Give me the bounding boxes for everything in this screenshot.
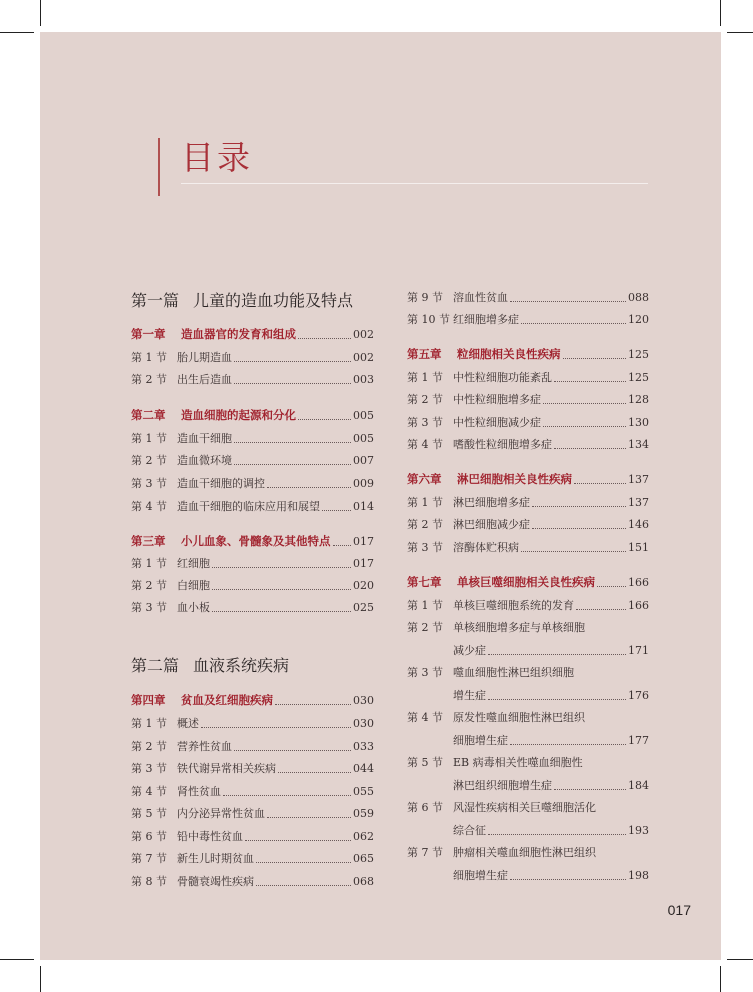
section-entry[interactable] [131,848,374,868]
crop-mark [40,0,41,26]
page-ref: 044 [353,761,374,775]
section-title: 造血干细胞的临床应用和展望 [177,500,320,513]
section-title: 造血微环境 [177,454,232,467]
leader-dots [554,439,626,449]
section-entry[interactable] [407,797,649,817]
page-ref: 002 [353,327,374,341]
section-number: 第 5 节 [131,807,167,820]
crop-mark [0,959,34,960]
page-ref: 137 [628,472,649,486]
page-ref: 005 [353,408,374,422]
crop-mark [40,966,41,992]
chapter-number: 第七章 [407,575,442,589]
chapter-number: 第六章 [407,472,442,486]
chapter-title: 淋巴细胞相关良性疾病 [457,472,572,486]
section-entry-continued[interactable] [407,640,649,660]
leader-dots [554,372,626,382]
page-ref: 020 [353,578,374,592]
leader-dots [275,695,351,705]
leader-dots [543,417,626,427]
leader-dots [212,558,351,568]
leader-dots [510,735,626,745]
part-title: 儿童的造血功能及特点 [193,291,354,310]
section-title: 肾性贫血 [177,785,221,798]
section-title: 淋巴细胞减少症 [453,518,530,531]
page-ref: 171 [628,643,649,657]
section-title: 营养性贫血 [177,740,232,753]
leader-dots [234,352,351,362]
page-ref: 130 [628,415,649,429]
part-heading [131,653,289,676]
section-title: 溶酶体贮积病 [453,541,519,554]
section-entry[interactable] [407,514,649,534]
page-ref: 128 [628,392,649,406]
section-number: 第 2 节 [407,518,443,531]
section-number: 第 2 节 [407,621,443,634]
section-entry[interactable] [131,781,374,801]
section-entry[interactable] [131,758,374,778]
section-entry-continued[interactable] [407,865,649,885]
part-heading [131,288,353,311]
section-number: 第 5 节 [407,756,443,769]
leader-dots [521,314,626,324]
section-number: 第 3 节 [407,666,443,679]
section-number: 第 7 节 [131,852,167,865]
page-ref: 184 [628,778,649,792]
page-ref: 134 [628,437,649,451]
page-ref: 059 [353,806,374,820]
section-title: 肿瘤相关噬血细胞性淋巴组织 [453,846,596,859]
section-entry[interactable] [131,347,374,367]
leader-dots [234,741,351,751]
section-entry[interactable] [131,496,374,516]
leader-dots [574,474,626,484]
part-title: 血液系统疾病 [193,656,290,675]
section-number: 第 3 节 [407,541,443,554]
section-number: 第 3 节 [131,477,167,490]
leader-dots [212,602,351,612]
section-title: 内分泌异常性贫血 [177,807,265,820]
section-title: 嗜酸性粒细胞增多症 [453,438,552,451]
section-entry[interactable] [131,369,374,389]
section-number: 第 2 节 [131,740,167,753]
page-ref: 176 [628,688,649,702]
section-title: 造血干细胞 [177,432,232,445]
page-ref: 014 [353,499,374,513]
section-title: 概述 [177,717,199,730]
page-ref: 068 [353,874,374,888]
section-title: 中性粒细胞增多症 [453,393,541,406]
section-number: 第 3 节 [131,762,167,775]
leader-dots [322,501,351,511]
section-entry[interactable] [407,492,649,512]
section-title: 白细胞 [177,579,210,592]
section-entry[interactable] [131,803,374,823]
chapter-entry[interactable] [131,690,374,710]
part-label: 第一篇 [131,291,180,310]
leader-dots [597,577,626,587]
leader-dots [256,853,351,863]
section-entry[interactable] [131,428,374,448]
section-entry[interactable] [407,309,649,329]
section-entry[interactable] [131,473,374,493]
section-entry[interactable] [131,597,374,617]
section-number: 第 4 节 [131,500,167,513]
section-number: 第 1 节 [131,557,167,570]
section-title: 造血干细胞的调控 [177,477,265,490]
section-number: 第 2 节 [131,579,167,592]
leader-dots [234,455,351,465]
section-number: 第 6 节 [407,801,443,814]
crop-mark [727,32,753,33]
leader-dots [554,780,626,790]
page-ref: 062 [353,829,374,843]
page-ref: 193 [628,823,649,837]
section-number: 第 1 节 [131,717,167,730]
page-ref: 146 [628,517,649,531]
page-ref: 137 [628,495,649,509]
leader-dots [245,831,351,841]
section-number: 第 4 节 [407,711,443,724]
section-number: 第 1 节 [407,496,443,509]
chapter-title: 贫血及红细胞疾病 [181,693,273,707]
part-label: 第二篇 [131,656,180,675]
chapter-number: 第四章 [131,693,166,707]
section-title: 细胞增生症 [453,869,508,882]
page-ref: 025 [353,600,374,614]
page-ref: 125 [628,347,649,361]
section-entry-continued[interactable] [407,820,649,840]
leader-dots [267,808,351,818]
section-title: 淋巴细胞增多症 [453,496,530,509]
leader-dots [543,394,626,404]
page-ref: 033 [353,739,374,753]
leader-dots [532,519,626,529]
leader-dots [521,542,626,552]
section-number: 第 4 节 [407,438,443,451]
section-title: 中性粒细胞减少症 [453,416,541,429]
chapter-title: 粒细胞相关良性疾病 [457,347,561,361]
chapter-number: 第三章 [131,534,166,548]
leader-dots [563,349,627,359]
chapter-title: 造血器官的发育和组成 [181,327,296,341]
section-entry[interactable] [407,842,649,862]
page-ref: 151 [628,540,649,554]
section-title: 溶血性贫血 [453,291,508,304]
page-ref: 030 [353,716,374,730]
section-title: 铅中毒性贫血 [177,830,243,843]
section-entry[interactable] [407,537,649,557]
section-entry[interactable] [131,713,374,733]
page-ref: 177 [628,733,649,747]
page-ref: 002 [353,350,374,364]
section-entry[interactable] [131,871,374,891]
section-title: 新生儿时期贫血 [177,852,254,865]
section-entry[interactable] [407,367,649,387]
page-ref: 017 [353,534,374,548]
leader-dots [234,433,351,443]
page-ref: 007 [353,453,374,467]
section-entry-continued[interactable] [407,685,649,705]
section-title: 骨髓衰竭性疾病 [177,875,254,888]
section-title: 红细胞增多症 [453,313,519,326]
leader-dots [201,718,351,728]
page-ref: 120 [628,312,649,326]
section-number: 第 3 节 [407,416,443,429]
page-ref: 055 [353,784,374,798]
section-title: 原发性噬血细胞性淋巴组织 [453,711,585,724]
leader-dots [488,690,626,700]
section-title: 血小板 [177,601,210,614]
page-ref: 088 [628,290,649,304]
section-entry[interactable] [131,450,374,470]
leader-dots [510,292,626,302]
chapter-entry[interactable] [131,405,374,425]
chapter-title: 单核巨噬细胞相关良性疾病 [457,575,595,589]
leader-dots [488,645,626,655]
section-entry[interactable] [407,389,649,409]
section-title: 胎儿期造血 [177,351,232,364]
section-number: 第 2 节 [131,454,167,467]
page-ref: 065 [353,851,374,865]
section-title: 细胞增生症 [453,734,508,747]
section-entry[interactable] [407,752,649,772]
section-number: 第 1 节 [407,599,443,612]
section-number: 第 10 节 [407,313,450,326]
section-number: 第 2 节 [407,393,443,406]
section-entry[interactable] [407,412,649,432]
section-entry[interactable] [131,553,374,573]
section-number: 第 1 节 [407,371,443,384]
page-number: 017 [667,902,691,918]
chapter-title: 小儿血象、骨髓象及其他特点 [181,534,331,548]
leader-dots [223,786,351,796]
section-title: 单核巨噬细胞系统的发育 [453,599,574,612]
crop-mark [720,0,721,26]
section-title: 增生症 [453,689,486,702]
section-title: 红细胞 [177,557,210,570]
section-title: 出生后造血 [177,373,232,386]
leader-dots [298,329,351,339]
chapter-number: 第五章 [407,347,442,361]
chapter-entry[interactable] [407,469,649,489]
section-title: 减少症 [453,644,486,657]
page-ref: 166 [628,575,649,589]
section-number: 第 3 节 [131,601,167,614]
chapter-number: 第二章 [131,408,166,422]
crop-mark [727,959,753,960]
section-number: 第 8 节 [131,875,167,888]
leader-dots [488,825,626,835]
section-entry-continued[interactable] [407,775,649,795]
section-entry[interactable] [131,575,374,595]
chapter-entry[interactable] [131,324,374,344]
section-entry[interactable] [407,617,649,637]
section-title: 淋巴组织细胞增生症 [453,779,552,792]
leader-dots [333,536,352,546]
page-ref: 017 [353,556,374,570]
leader-dots [576,600,626,610]
page-ref: 009 [353,476,374,490]
page-ref: 005 [353,431,374,445]
leader-dots [278,763,351,773]
title-accent-bar [158,138,160,196]
section-number: 第 4 节 [131,785,167,798]
section-entry[interactable] [131,736,374,756]
leader-dots [298,410,351,420]
page-title: 目录 [181,138,253,177]
chapter-entry[interactable] [407,572,649,592]
section-entry[interactable] [407,662,649,682]
title-divider [181,183,648,184]
leader-dots [212,580,351,590]
chapter-number: 第一章 [131,327,166,341]
chapter-title: 造血细胞的起源和分化 [181,408,296,422]
section-entry[interactable] [407,595,649,615]
section-title: 风湿性疾病相关巨噬细胞活化 [453,801,596,814]
section-entry[interactable] [407,287,649,307]
section-entry-continued[interactable] [407,730,649,750]
section-title: 中性粒细胞功能紊乱 [453,371,552,384]
section-title: 单核细胞增多症与单核细胞 [453,621,585,634]
leader-dots [510,870,626,880]
section-entry[interactable] [407,707,649,727]
chapter-entry[interactable] [407,344,649,364]
chapter-entry[interactable] [131,531,374,551]
section-title: EB 病毒相关性噬血细胞性 [453,756,583,769]
leader-dots [267,478,351,488]
section-title: 噬血细胞性淋巴组织细胞 [453,666,574,679]
crop-mark [720,966,721,992]
section-entry[interactable] [131,826,374,846]
page-ref: 030 [353,693,374,707]
section-number: 第 6 节 [131,830,167,843]
section-title: 综合征 [453,824,486,837]
section-number: 第 1 节 [131,351,167,364]
leader-dots [256,876,351,886]
page-ref: 166 [628,598,649,612]
leader-dots [234,374,351,384]
section-number: 第 2 节 [131,373,167,386]
page-ref: 125 [628,370,649,384]
section-number: 第 1 节 [131,432,167,445]
leader-dots [532,497,626,507]
page-ref: 198 [628,868,649,882]
section-number: 第 9 节 [407,291,443,304]
section-entry[interactable] [407,434,649,454]
crop-mark [0,32,34,33]
page-ref: 003 [353,372,374,386]
section-number: 第 7 节 [407,846,443,859]
section-title: 铁代谢异常相关疾病 [177,762,276,775]
